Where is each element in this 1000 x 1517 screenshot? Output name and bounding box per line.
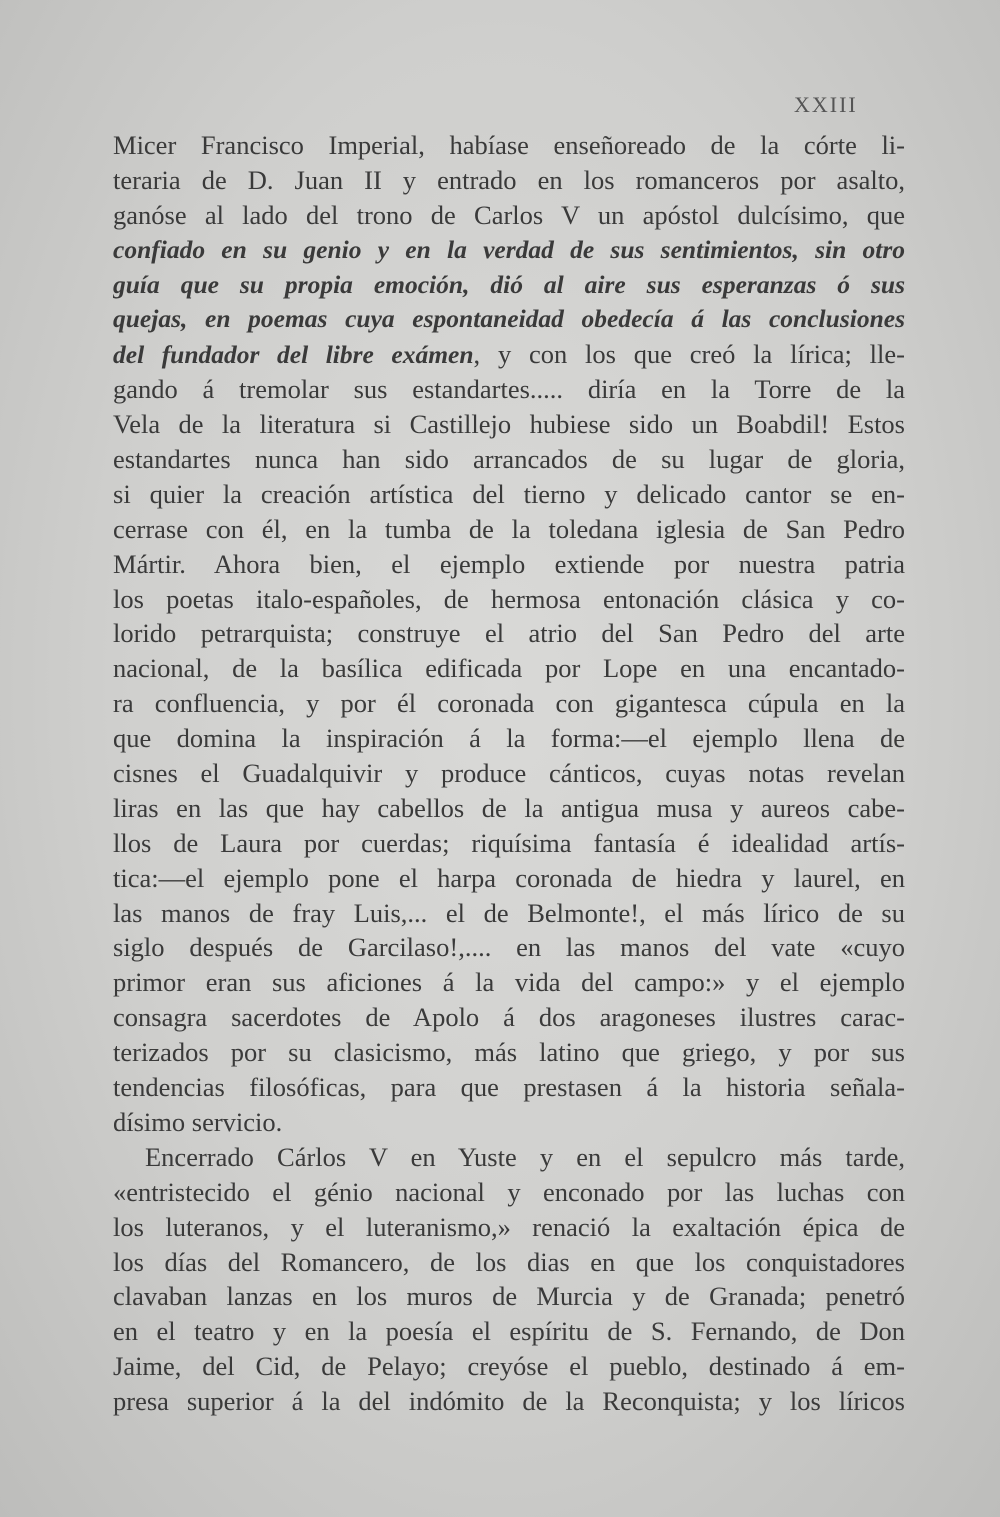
text-line: Mártir. Ahora bien, el ejemplo extiende por nuestra patria bbox=[113, 548, 905, 579]
text-line: liras en las que hay cabellos de la antigua musa y aureos cabe- bbox=[113, 792, 905, 823]
text-line: que domina la inspiración á la forma:—el ejemplo llena de bbox=[113, 723, 905, 754]
page-number: XXIII bbox=[794, 92, 858, 117]
text-line: Vela de la literatura si Castillejo hubiese sido un Boabdil! Estos bbox=[113, 409, 905, 440]
text-line: cerrase con él, en la tumba de la toledana iglesia de San Pedro bbox=[113, 513, 905, 544]
body-text bbox=[113, 128, 905, 1419]
text-line: los luteranos, y el luteranismo,» renació la exaltación épica de bbox=[113, 1211, 905, 1242]
text-line: las manos de fray Luis,... el de Belmonte!, el más lírico de su bbox=[113, 897, 905, 928]
text-line: si quier la creación artística del tierno y delicado cantor se en- bbox=[113, 478, 905, 509]
text-line: nacional, de la basílica edificada por Lope en una encantado- bbox=[113, 653, 905, 684]
text-line: consagra sacerdotes de Apolo á dos aragoneses ilustres carac- bbox=[113, 1002, 905, 1033]
text-line: «entristecido el génio nacional y enconado por las luchas con bbox=[113, 1176, 905, 1207]
text-line: los poetas italo-españoles, de hermosa entonación clásica y co- bbox=[113, 583, 905, 614]
text-line: en el teatro y en la poesía el espíritu de S. Fernando, de Don bbox=[113, 1316, 905, 1347]
text-line: ra confluencia, y por él coronada con gigantesca cúpula en la bbox=[113, 688, 905, 719]
text-line: Jaime, del Cid, de Pelayo; creyóse el pueblo, destinado á em- bbox=[113, 1351, 905, 1382]
text-line: gando á tremolar sus estandartes..... diría en la Torre de la bbox=[113, 374, 905, 405]
text-line: presa superior á la del indómito de la Reconquista; y los líricos bbox=[113, 1386, 905, 1417]
text-line: Encerrado Cárlos V en Yuste y en el sepulcro más tarde, bbox=[145, 1141, 905, 1172]
text-line: guía que su propia emoción, dió al aire sus esperanzas ó sus bbox=[113, 269, 905, 299]
italic-phrase: del fundador del libre exámen bbox=[113, 340, 474, 370]
text-line: terizados por su clasicismo, más latino que griego, y por sus bbox=[113, 1037, 905, 1068]
text-line: siglo después de Garcilaso!,.... en las manos del vate «cuyo bbox=[113, 932, 905, 963]
text-line: tendencias filosóficas, para que prestasen á la historia señala- bbox=[113, 1072, 905, 1103]
text-line bbox=[113, 337, 905, 372]
text-line: dísimo servicio. bbox=[113, 1106, 283, 1137]
text-line: cisnes el Guadalquivir y produce cánticos, cuyas notas revelan bbox=[113, 758, 905, 789]
text-line: estandartes nunca han sido arrancados de su lugar de gloria, bbox=[113, 444, 905, 475]
text-line: primor eran sus aficiones á la vida del campo:» y el ejemplo bbox=[113, 967, 905, 998]
text-line: quejas, en poemas cuya espontaneidad obedecía á las conclusiones bbox=[113, 304, 905, 334]
text-line: lorido petrarquista; construye el atrio del San Pedro del arte bbox=[113, 618, 905, 649]
text-line: teraria de D. Juan II y entrado en los romanceros por asalto, bbox=[113, 164, 905, 195]
text-line: llos de Laura por cuerdas; riquísima fantasía é idealidad artís- bbox=[113, 827, 905, 858]
text-line: ganóse al lado del trono de Carlos V un apóstol dulcísimo, que bbox=[113, 199, 905, 230]
text-line: tica:—el ejemplo pone el harpa coronada de hiedra y laurel, en bbox=[113, 862, 905, 893]
text-line: confiado en su genio y en la verdad de sus sentimientos, sin otro bbox=[113, 234, 905, 264]
text-line: los días del Romancero, de los dias en que los conquistadores bbox=[113, 1246, 905, 1277]
text-line: clavaban lanzas en los muros de Murcia y de Granada; penetró bbox=[113, 1281, 905, 1312]
text-line: Micer Francisco Imperial, habíase enseñoreado de la córte li- bbox=[113, 130, 905, 160]
roman-phrase: , y con los que creó la lírica; lle- bbox=[473, 339, 905, 370]
